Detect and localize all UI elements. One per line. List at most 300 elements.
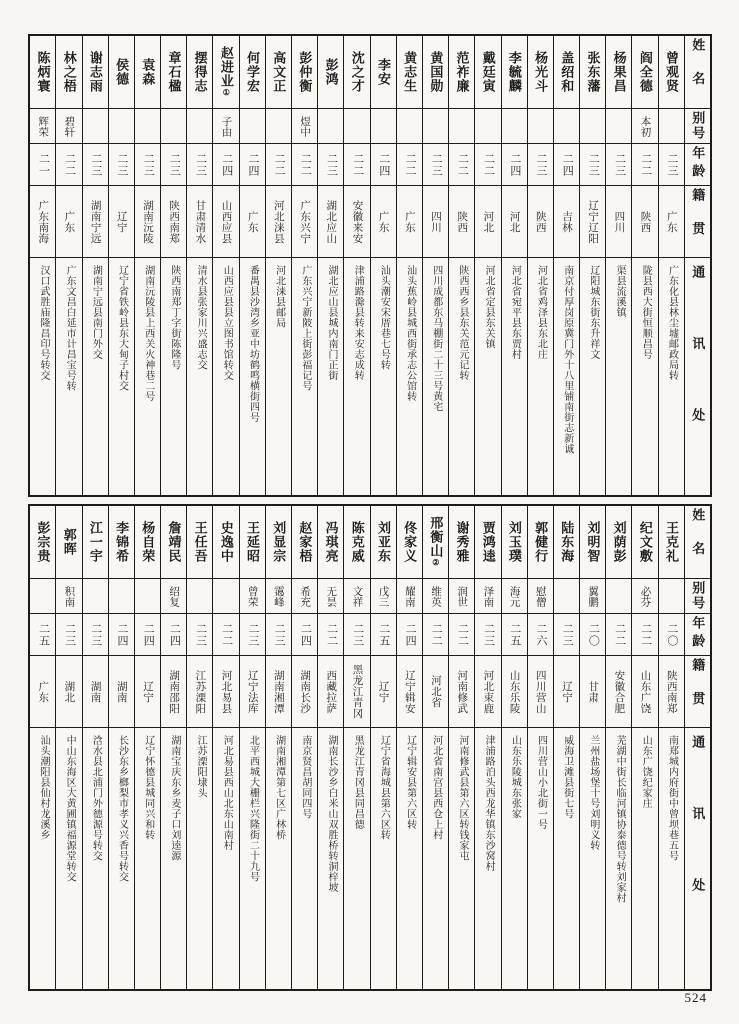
cell-address [83,257,108,495]
cell-alias [318,108,343,143]
cell-name [30,506,55,578]
native-text: 湖南 [115,680,127,703]
person-column [55,506,81,989]
name-text: 王克礼 [664,521,680,563]
cell-alias [449,578,474,613]
row-header-age [685,143,710,185]
cell-address [423,257,448,495]
cell-native [554,655,579,727]
alias-text: 霭峰 [272,585,284,607]
cell-address [292,257,317,495]
address-text: 芜湖中街长临河镇协泰德号转刘家村 [614,735,626,903]
cell-age [83,143,108,185]
cell-alias [292,108,317,143]
name-text: 李安 [375,58,391,86]
cell-native [213,185,238,257]
native-text: 广东兴宁 [299,199,311,244]
name-text: 摆得志 [192,51,208,93]
name-text: 江一宇 [87,521,103,563]
cell-age [632,143,657,185]
address-text: 汉口武胜庙隆昌印号转交 [37,265,49,381]
alias-text: 泽南 [482,585,494,607]
cell-native [528,655,553,727]
cell-address [30,257,55,495]
name-text: 袁森 [140,58,156,86]
name-text: 范祚廉 [454,51,470,93]
cell-alias [632,108,657,143]
age-text: 二二 [456,152,469,177]
alias-text: 润世 [456,585,468,607]
cell-age [135,613,160,655]
age-text: 二二 [351,152,364,177]
age-text: 二二 [220,622,233,647]
cell-address [475,727,500,989]
name-text: 阎全德 [637,51,653,93]
row-header-label: 籍贯 [690,657,706,726]
cell-age [449,143,474,185]
cell-name [449,36,474,108]
native-text: 陕西 [639,210,651,233]
alias-text: 绍复 [168,585,180,607]
cell-name [56,506,81,578]
cell-address [187,257,212,495]
cell-alias [56,578,81,613]
cell-address [318,727,343,989]
cell-age [580,143,605,185]
age-text: 二二 [639,152,652,177]
person-column [605,36,631,495]
cell-name [502,506,527,578]
name-text: 林之梧 [61,51,77,93]
cell-age [187,143,212,185]
person-column [134,506,160,989]
cell-age [580,613,605,655]
age-text: 二五 [508,622,521,647]
address-text: 陕西西乡县东关范元记转 [456,265,468,381]
native-text: 广东 [665,210,677,233]
native-text: 辽宁 [141,680,153,703]
cell-address [187,727,212,989]
address-text: 番禺县沙湾乡亚中坊鹤鸣横街四号 [247,265,259,423]
name-text: 盖绍和 [559,51,575,93]
cell-alias [292,578,317,613]
cell-age [266,613,291,655]
cell-age [318,143,343,185]
native-text: 辽宁 [377,680,389,703]
cell-age [240,143,265,185]
row-header-label: 通讯处 [690,735,706,950]
age-text: 二三 [168,152,181,177]
cell-alias [213,108,238,143]
cell-native [344,655,369,727]
native-text: 河北易县 [220,669,232,714]
native-text: 湖南湘潭 [272,669,284,714]
native-text: 陕西南郑 [665,669,677,714]
alias-text: 子由 [220,115,232,137]
cell-age [292,613,317,655]
cell-address [371,257,396,495]
cell-name [554,506,579,578]
age-text: 二五 [377,622,390,647]
person-column [291,506,317,989]
cell-native [187,185,212,257]
cell-address [659,257,684,495]
native-text: 四川营山 [534,669,546,714]
age-text: 二二 [404,152,417,177]
cell-alias [56,108,81,143]
address-text: 汕头潮阳县仙村龙溪乡 [37,735,49,840]
native-text: 广东 [246,210,258,233]
cell-alias [502,108,527,143]
native-text: 陕西 [456,210,468,233]
cell-age [56,613,81,655]
native-text: 甘肃清水 [194,199,206,244]
row-header-label: 年龄 [690,616,706,653]
address-text: 湖南湘潭第七区广林桥 [273,735,285,840]
cell-name [528,506,553,578]
native-text: 河北省 [430,675,442,708]
name-text: 刘亚东 [375,521,391,563]
address-text: 南京贤昌胡同四号 [299,735,311,819]
native-text: 辽宁辑安 [403,669,415,714]
address-text: 津浦路泊头西龙华镇东沙窝村 [483,735,495,872]
native-text: 四川 [613,210,625,233]
native-text: 山东乐陵 [508,669,520,714]
cell-native [659,655,684,727]
age-text: 二三 [561,622,574,647]
person-column [212,36,238,495]
address-text: 广东文昌白延市计昌宝号转 [64,265,76,391]
person-column [448,36,474,495]
address-text: 广东兴宁新陂上街彭福记号 [299,265,311,391]
person-column [527,36,553,495]
name-text: 曾观贤 [664,51,680,93]
cell-name [135,506,160,578]
cell-age [213,143,238,185]
alias-text: 积南 [63,585,75,607]
address-text: 汕头蕉岭县城西街承志公馆转 [404,265,416,402]
name-text: 彭宗贵 [35,521,51,563]
address-text: 山东乐陵城东张家 [509,735,521,819]
row-header-label: 别号 [690,111,706,141]
cell-alias [109,578,134,613]
cell-address [397,257,422,495]
native-text: 西藏拉萨 [325,669,337,714]
cell-name [580,506,605,578]
alias-text: 戊三 [377,585,389,607]
alias-text: 煜中 [299,115,311,137]
cell-name [109,506,134,578]
age-text: 二三 [665,152,678,177]
footnote-marker: ② [431,558,441,568]
cell-address [423,727,448,989]
cell-native [187,655,212,727]
cell-age [606,613,631,655]
name-text: 黄国勋 [428,51,444,93]
cell-alias [83,578,108,613]
cell-alias [135,578,160,613]
cell-alias [397,578,422,613]
row-header-address [685,257,710,495]
row-header-name [685,36,710,108]
cell-age [83,613,108,655]
cell-address [344,727,369,989]
native-text: 广东 [403,210,415,233]
age-text: 二三 [194,152,207,177]
name-text: 邢衡山② [428,516,444,568]
cell-native [135,655,160,727]
person-column [631,36,657,495]
registry-table-bottom [28,504,712,991]
cell-alias [423,108,448,143]
person-column [55,36,81,495]
cell-age [475,143,500,185]
cell-native [475,185,500,257]
cell-native [30,655,55,727]
cell-address [632,727,657,989]
address-text: 湖南宝庆东乡麦子口刘逵源 [168,735,180,861]
cell-age [659,613,684,655]
row-header-alias [685,108,710,143]
cell-native [266,185,291,257]
cell-age [423,613,448,655]
cell-alias [161,578,186,613]
address-text: 北平西城大栅栏兴隆街二十九号 [247,735,259,882]
cell-alias [475,578,500,613]
cell-native [109,185,134,257]
address-text: 四川营山小北街一号 [535,735,547,830]
cell-name [213,506,238,578]
cell-age [292,143,317,185]
address-text: 辽宁怀德县城同兴和转 [142,735,154,840]
address-text: 津浦路滁县转来安志成转 [352,265,364,381]
native-text: 河北涞县 [272,199,284,244]
cell-alias [659,578,684,613]
cell-age [528,143,553,185]
cell-name [266,36,291,108]
cell-age [213,613,238,655]
native-text: 湖南沅陵 [141,199,153,244]
cell-alias [135,108,160,143]
name-text: 赵进业① [218,46,234,98]
age-text: 二二 [613,622,626,647]
age-text: 二二 [273,152,286,177]
native-text: 河南修武 [456,669,468,714]
cell-address [240,727,265,989]
address-text: 浛水县北浦门外德源号转交 [90,735,102,861]
cell-age [30,143,55,185]
address-text: 清水县张家川兴盛志交 [195,265,207,370]
cell-native [397,185,422,257]
age-text: 二〇 [587,622,600,647]
cell-alias [240,578,265,613]
cell-address [344,257,369,495]
page-number: 524 [684,990,707,1005]
name-text: 彭仲衡 [297,51,313,93]
row-header-label: 姓名 [690,38,706,106]
cell-address [161,727,186,989]
name-text: 侯德 [114,58,130,86]
cell-address [606,727,631,989]
age-text: 二四 [299,622,312,647]
person-column [448,506,474,989]
cell-name [397,506,422,578]
cell-alias [266,578,291,613]
age-text: 二三 [430,152,443,177]
native-text: 辽宁辽阳 [587,199,599,244]
cell-address [632,257,657,495]
cell-native [449,185,474,257]
cell-native [580,655,605,727]
age-text: 二二 [456,622,469,647]
cell-native [266,655,291,727]
cell-name [56,36,81,108]
name-text: 杨光斗 [533,51,549,93]
native-text: 河北 [508,210,520,233]
cell-age [502,143,527,185]
cell-name [502,36,527,108]
cell-native [606,185,631,257]
cell-native [318,185,343,257]
cell-native [554,185,579,257]
name-text: 詹靖民 [166,521,182,563]
cell-name [606,506,631,578]
name-text: 张东藩 [585,51,601,93]
cell-name [135,36,160,108]
person-column [553,506,579,989]
row-header-label: 通讯处 [690,265,706,480]
cell-address [266,727,291,989]
header-column [684,506,710,989]
person-column [501,506,527,989]
cell-native [30,185,55,257]
age-text: 二三 [246,622,259,647]
cell-name [266,506,291,578]
cell-age [371,613,396,655]
cell-age [161,143,186,185]
alias-text: 文祥 [351,585,363,607]
cell-alias [266,108,291,143]
age-text: 二三 [273,622,286,647]
cell-native [475,655,500,727]
cell-alias [187,578,212,613]
cell-age [632,613,657,655]
cell-alias [528,108,553,143]
cell-name [397,36,422,108]
cell-address [240,257,265,495]
cell-address [502,727,527,989]
address-text: 长沙东乡榔梨市孝义兴香号转交 [116,735,128,882]
row-header-address [685,727,710,989]
person-column [343,506,369,989]
native-text: 广东 [377,210,389,233]
native-text: 辽宁法库 [246,669,258,714]
person-column [658,36,684,495]
cell-native [659,185,684,257]
person-column [317,506,343,989]
age-text: 二六 [535,622,548,647]
cell-address [475,257,500,495]
cell-age [135,143,160,185]
cell-native [56,655,81,727]
cell-address [109,257,134,495]
row-header-label: 别号 [690,581,706,611]
cell-native [371,185,396,257]
cell-age [344,143,369,185]
person-column [239,506,265,989]
cell-address [449,257,474,495]
cell-age [528,613,553,655]
cell-alias [632,578,657,613]
row-header-alias [685,578,710,613]
cell-address [30,727,55,989]
age-text: 二三 [482,622,495,647]
name-text: 谢秀雅 [454,521,470,563]
native-text: 山东广饶 [639,669,651,714]
cell-age [554,613,579,655]
cell-native [632,185,657,257]
cell-alias [580,108,605,143]
age-text: 二三 [89,152,102,177]
cell-address [580,257,605,495]
cell-name [318,36,343,108]
cell-alias [554,578,579,613]
cell-name [659,506,684,578]
name-text: 杨自荣 [140,521,156,563]
age-text: 二四 [142,622,155,647]
address-text: 河北省鸡泽县东北庄 [535,265,547,360]
alias-text: 维英 [430,585,442,607]
cell-alias [397,108,422,143]
cell-alias [423,578,448,613]
cell-alias [318,578,343,613]
age-text: 二二 [63,152,76,177]
cell-age [397,143,422,185]
name-text: 赵家梧 [297,521,313,563]
person-column [605,506,631,989]
native-text: 辽宁 [115,210,127,233]
alias-text: 碧轩 [63,115,75,137]
cell-name [187,36,212,108]
cell-address [213,727,238,989]
cell-address [397,727,422,989]
address-text: 中山东海区大黄圃镇福源堂转交 [64,735,76,882]
age-text: 二四 [561,152,574,177]
native-text: 山西应县 [220,199,232,244]
person-column [527,506,553,989]
cell-native [56,185,81,257]
cell-native [397,655,422,727]
address-text: 辽宁省海城县第六区转 [378,735,390,840]
registry-tables [28,34,712,991]
name-text: 纪文敷 [637,521,653,563]
cell-native [83,655,108,727]
person-column [82,506,108,989]
native-text: 陕西南郑 [168,199,180,244]
cell-name [83,506,108,578]
cell-native [109,655,134,727]
footnote-marker: ① [221,88,231,98]
person-column [579,36,605,495]
cell-age [371,143,396,185]
address-text: 河北涞县邮局 [273,265,285,328]
cell-name [554,36,579,108]
person-column [134,36,160,495]
person-column [82,36,108,495]
age-text: 二五 [37,622,50,647]
cell-name [606,36,631,108]
cell-address [554,727,579,989]
